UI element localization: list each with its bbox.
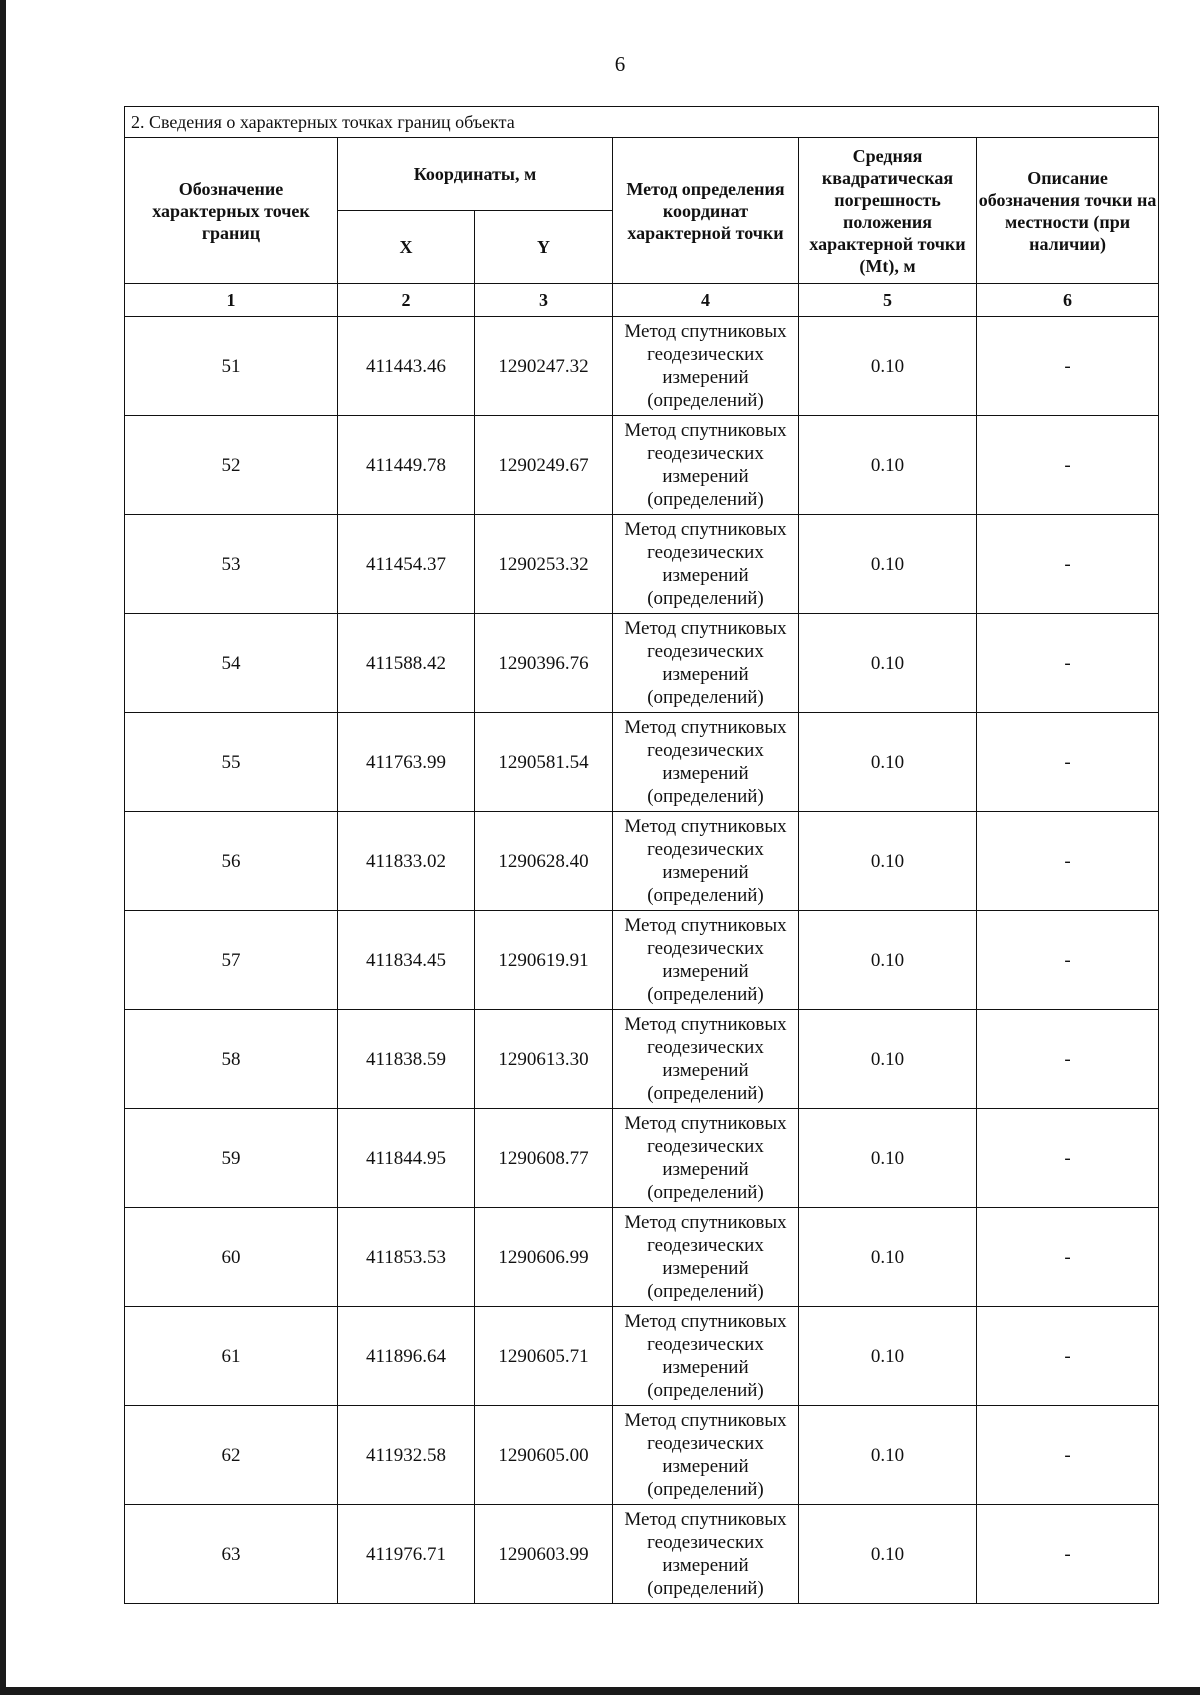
y-coordinate-cell: 1290603.99: [475, 1505, 613, 1604]
table-row: [125, 1505, 1159, 1604]
point-cell: 59: [125, 1109, 338, 1208]
y-coordinate-cell: 1290396.76: [475, 614, 613, 713]
point-cell: 53: [125, 515, 338, 614]
y-coordinate-cell: 1290581.54: [475, 713, 613, 812]
description-cell: -: [977, 317, 1159, 416]
x-coordinate-cell: 411833.02: [338, 812, 475, 911]
point-cell: 61: [125, 1307, 338, 1406]
y-coordinate-cell: 1290608.77: [475, 1109, 613, 1208]
description-cell: -: [977, 1406, 1159, 1505]
description-cell: -: [977, 515, 1159, 614]
method-cell: Метод спутниковых геодезических измерений (определений): [613, 515, 799, 614]
header-coordinates: Координаты, м: [338, 138, 613, 211]
y-coordinate-cell: 1290249.67: [475, 416, 613, 515]
method-cell: Метод спутниковых геодезических измерений (определений): [613, 1208, 799, 1307]
table-row: [125, 1406, 1159, 1505]
mean-error-cell: 0.10: [799, 614, 977, 713]
table-row: [125, 515, 1159, 614]
y-coordinate-cell: 1290605.71: [475, 1307, 613, 1406]
table-body: [125, 317, 1159, 1604]
method-cell: Метод спутниковых геодезических измерений (определений): [613, 416, 799, 515]
y-coordinate-cell: 1290605.00: [475, 1406, 613, 1505]
header-description: Описание обозначения точки на местности (при наличии): [977, 138, 1159, 284]
description-cell: -: [977, 1505, 1159, 1604]
method-cell: Метод спутниковых геодезических измерений (определений): [613, 1505, 799, 1604]
method-cell: Метод спутниковых геодезических измерений (определений): [613, 1109, 799, 1208]
table-row: [125, 1307, 1159, 1406]
description-cell: -: [977, 1307, 1159, 1406]
scan-edge-left: [0, 0, 6, 1695]
table-row: [125, 1010, 1159, 1109]
table-row: [125, 812, 1159, 911]
section-title: 2. Сведения о характерных точках границ объекта: [125, 107, 1159, 138]
point-cell: 57: [125, 911, 338, 1010]
method-cell: Метод спутниковых геодезических измерений (определений): [613, 1406, 799, 1505]
table-row: [125, 1109, 1159, 1208]
mean-error-cell: 0.10: [799, 1307, 977, 1406]
mean-error-cell: 0.10: [799, 713, 977, 812]
description-cell: -: [977, 1010, 1159, 1109]
point-cell: 55: [125, 713, 338, 812]
table-row: [125, 614, 1159, 713]
point-cell: 60: [125, 1208, 338, 1307]
table-row: [125, 911, 1159, 1010]
table-row: [125, 1208, 1159, 1307]
x-coordinate-cell: 411443.46: [338, 317, 475, 416]
x-coordinate-cell: 411588.42: [338, 614, 475, 713]
column-number: 3: [475, 284, 613, 317]
mean-error-cell: 0.10: [799, 1208, 977, 1307]
column-number: 4: [613, 284, 799, 317]
header-point-designation: Обозначение характерных точек границ: [125, 138, 338, 284]
method-cell: Метод спутниковых геодезических измерений (определений): [613, 614, 799, 713]
description-cell: -: [977, 416, 1159, 515]
y-coordinate-cell: 1290253.32: [475, 515, 613, 614]
table-row: [125, 713, 1159, 812]
header-y: Y: [475, 211, 613, 284]
method-cell: Метод спутниковых геодезических измерений (определений): [613, 1010, 799, 1109]
y-coordinate-cell: 1290606.99: [475, 1208, 613, 1307]
point-cell: 63: [125, 1505, 338, 1604]
x-coordinate-cell: 411896.64: [338, 1307, 475, 1406]
description-cell: -: [977, 812, 1159, 911]
point-cell: 56: [125, 812, 338, 911]
boundary-points-table: [124, 106, 1159, 1604]
point-cell: 52: [125, 416, 338, 515]
x-coordinate-cell: 411932.58: [338, 1406, 475, 1505]
method-cell: Метод спутниковых геодезических измерений (определений): [613, 812, 799, 911]
y-coordinate-cell: 1290628.40: [475, 812, 613, 911]
page-number: 6: [614, 52, 626, 76]
x-coordinate-cell: 411834.45: [338, 911, 475, 1010]
y-coordinate-cell: 1290619.91: [475, 911, 613, 1010]
method-cell: Метод спутниковых геодезических измерений (определений): [613, 1307, 799, 1406]
description-cell: -: [977, 1109, 1159, 1208]
scan-edge-bottom: [0, 1687, 1200, 1695]
point-cell: 51: [125, 317, 338, 416]
header-method: Метод определения координат характерной точки: [613, 138, 799, 284]
point-cell: 58: [125, 1010, 338, 1109]
method-cell: Метод спутниковых геодезических измерений (определений): [613, 911, 799, 1010]
mean-error-cell: 0.10: [799, 1010, 977, 1109]
x-coordinate-cell: 411844.95: [338, 1109, 475, 1208]
method-cell: Метод спутниковых геодезических измерений (определений): [613, 713, 799, 812]
description-cell: -: [977, 911, 1159, 1010]
column-number: 2: [338, 284, 475, 317]
method-cell: Метод спутниковых геодезических измерений (определений): [613, 317, 799, 416]
mean-error-cell: 0.10: [799, 416, 977, 515]
table-row: [125, 317, 1159, 416]
description-cell: -: [977, 713, 1159, 812]
x-coordinate-cell: 411976.71: [338, 1505, 475, 1604]
y-coordinate-cell: 1290613.30: [475, 1010, 613, 1109]
table-row: [125, 416, 1159, 515]
description-cell: -: [977, 614, 1159, 713]
mean-error-cell: 0.10: [799, 317, 977, 416]
mean-error-cell: 0.10: [799, 1109, 977, 1208]
x-coordinate-cell: 411838.59: [338, 1010, 475, 1109]
mean-error-cell: 0.10: [799, 515, 977, 614]
column-number: 6: [977, 284, 1159, 317]
column-number: 1: [125, 284, 338, 317]
x-coordinate-cell: 411853.53: [338, 1208, 475, 1307]
description-cell: -: [977, 1208, 1159, 1307]
column-number-row: [125, 284, 1159, 317]
mean-error-cell: 0.10: [799, 1406, 977, 1505]
header-mean-error: Средняя квадратическая погрешность положения характерной точки (Mt), м: [799, 138, 977, 284]
x-coordinate-cell: 411454.37: [338, 515, 475, 614]
mean-error-cell: 0.10: [799, 1505, 977, 1604]
point-cell: 62: [125, 1406, 338, 1505]
point-cell: 54: [125, 614, 338, 713]
y-coordinate-cell: 1290247.32: [475, 317, 613, 416]
column-number: 5: [799, 284, 977, 317]
mean-error-cell: 0.10: [799, 911, 977, 1010]
x-coordinate-cell: 411763.99: [338, 713, 475, 812]
x-coordinate-cell: 411449.78: [338, 416, 475, 515]
mean-error-cell: 0.10: [799, 812, 977, 911]
header-x: X: [338, 211, 475, 284]
